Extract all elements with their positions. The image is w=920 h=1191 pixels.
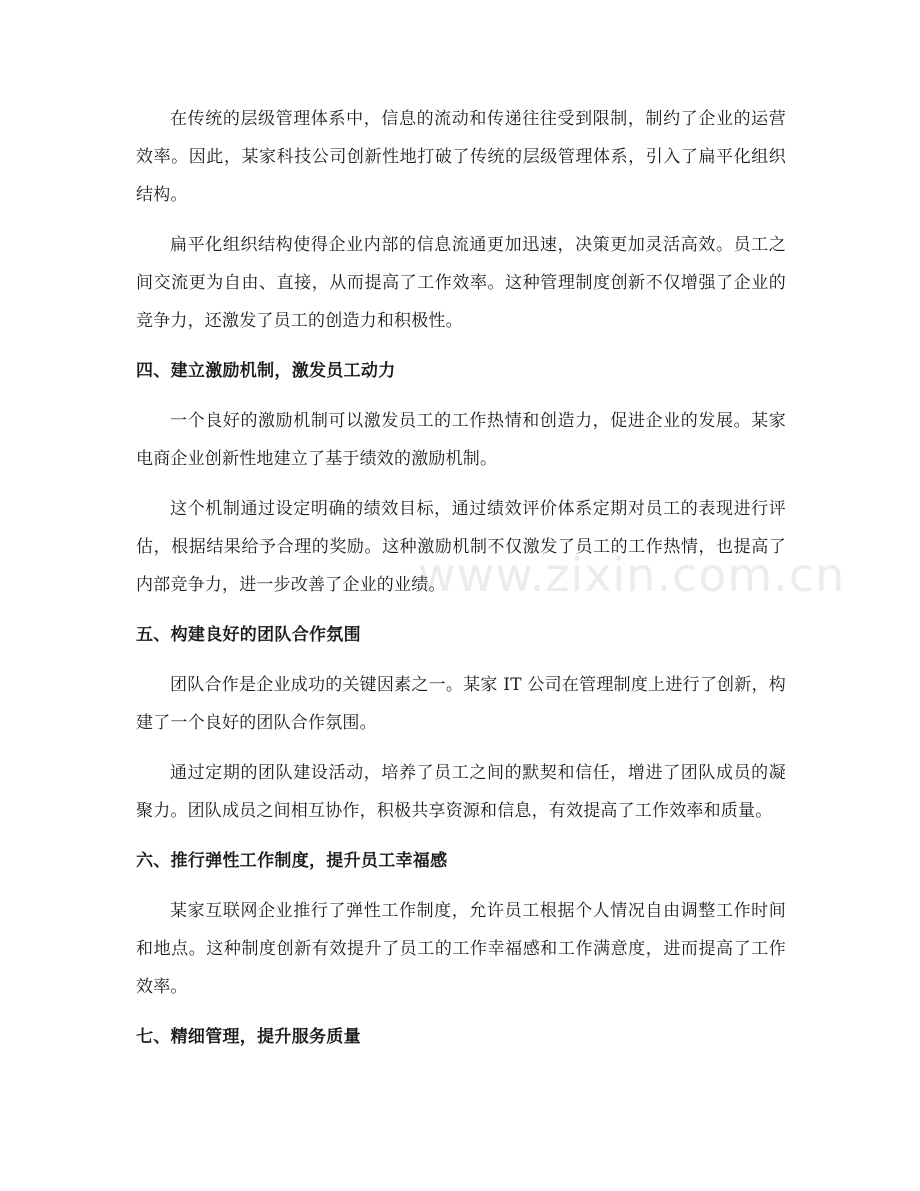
paragraph-incentive-intro: 一个良好的激励机制可以激发员工的工作热情和创造力，促进企业的发展。某家电商企业创新性地建立了基于绩效的激励机制。: [136, 411, 786, 469]
section-heading-incentive: 四、建立激励机制，激发员工动力: [136, 361, 396, 381]
paragraph-flexible-work: 某家互联网企业推行了弹性工作制度，允许员工根据个人情况自由调整工作时间和地点。这种制度创新有效提升了员工的工作幸福感和工作满意度，进而提高了工作效率。: [136, 901, 786, 997]
paragraph-teamwork-intro: 团队合作是企业成功的关键因素之一。某家 IT 公司在管理制度上进行了创新，构建了一个良好的团队合作氛围。: [136, 675, 786, 733]
paragraph-hierarchy-limits: 在传统的层级管理体系中，信息的流动和传递往往受到限制，制约了企业的运营效率。因此，某家科技公司创新性地打破了传统的层级管理体系，引入了扁平化组织结构。: [136, 109, 786, 205]
paragraph-incentive-detail: 这个机制通过设定明确的绩效目标，通过绩效评价体系定期对员工的表现进行评估，根据结果给予合理的奖励。这种激励机制不仅激发了员工的工作热情，也提高了内部竞争力，进一步改善了企业的业绩。: [136, 499, 786, 595]
section-heading-fine-management: 七、精细管理，提升服务质量: [136, 1027, 361, 1047]
watermark: www.zixin.com.cn: [418, 548, 846, 602]
section-heading-flexible-work: 六、推行弹性工作制度，提升员工幸福感: [136, 851, 448, 871]
paragraph-teamwork-detail: 通过定期的团队建设活动，培养了员工之间的默契和信任，增进了团队成员的凝聚力。团队成员之间相互协作，积极共享资源和信息，有效提高了工作效率和质量。: [136, 763, 786, 821]
section-heading-teamwork: 五、构建良好的团队合作氛围: [136, 625, 361, 645]
paragraph-flat-structure: 扁平化组织结构使得企业内部的信息流通更加迅速，决策更加灵活高效。员工之间交流更为自由、直接，从而提高了工作效率。这种管理制度创新不仅增强了企业的竞争力，还激发了员工的创造力和积极性。: [136, 235, 786, 331]
